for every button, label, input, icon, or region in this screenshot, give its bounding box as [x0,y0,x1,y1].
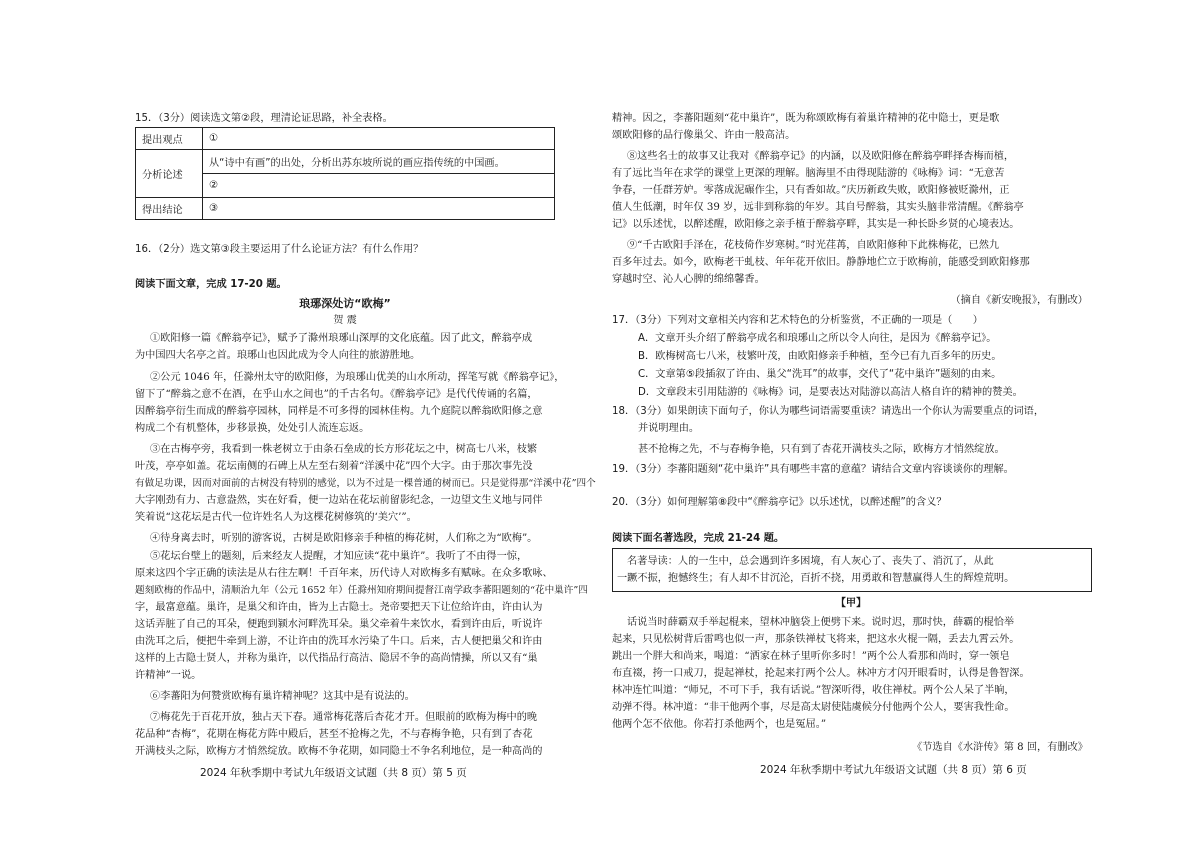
text-line: ④待身离去时，听别的游客说，古树是欧阳修亲手种植的梅花树，人们称之为“欧梅”。 [150,533,538,544]
story-line: 跳出一个胖大和尚来，喝道：“洒家在林子里听你多时！”两个公人看那和尚时，穿一领皂 [612,651,1010,662]
option-d[interactable]: D．文章段末引用陆游的《咏梅》词，是要表达对陆游以高洁人格自许的精神的赞美。 [638,387,1023,398]
answer-blank-3[interactable]: ③ [203,198,555,220]
text-line: 这样的上古隐士贤人，并称为巢许，以代指品行高洁、隐居不争的高尚情操，所以又有“巢 [135,653,538,664]
text-line: 值人生低潮，时年仅 39 岁，远非到称翁的年岁。其自号醉翁，其实头脑非常清醒。《醉翁亭 [612,202,1024,213]
table-cell-label: 得出结论 [136,198,203,220]
reading-guide-box [612,548,1092,592]
excerpt-source: 《节选自《水浒传》第 8 回，有删改》 [912,742,1088,753]
question-16: 16．（2分）选文第③段主要运用了什么论证方法？有什么作用？ [135,244,424,255]
q15-table [135,127,555,220]
text-line: 大字刚劲有力、古意盎然，实在好看，便一边站在花坛前留影纪念，一边望文生义地与同伴 [135,495,543,506]
guide-line: 一蹶不振，抱憾终生；有人却不甘沉沦，百折不挠，用勇敢和智慧赢得人生的辉煌荒明。 [617,573,1015,584]
story-line: 动弹不得。林冲道：“非干他两个事，尽是高太尉使陆虞候分付他两个公人，要害我性命。 [612,702,1015,713]
text-line: ②公元 1046 年，任滁州太守的欧阳修，为琅琊山优美的山水所动，挥笔写就《醉翁亭记》， [150,372,565,383]
page-footer: 2024 年秋季期中考试九年级语文试题（共 8 页）第 5 页 [200,767,467,779]
question-15: 15．（3分）阅读选文第②段，理清论证思路，补全表格。 [135,113,393,124]
text-line: 叶茂，亭亭如盖。花坛南侧的石碑上从左至右刻着“洋溪中花”四个大字。由于那次事先没 [135,461,533,472]
guide-line: 名著导读：人的一生中，总会遇到许多困境，有人灰心了、丧失了、消沉了，从此 [627,556,994,567]
right-page [600,0,1200,848]
text-line: 构成二个有机整体，步移景换，处处引人流连忘返。 [135,423,370,434]
text-line: ③在古梅亭旁，我看到一株老树立于由条石垒成的长方形花坛之中，树高七八米，枝繁 [150,444,538,455]
text-line: 有了远比当年在求学的课堂上更深的理解。脑海里不由得现陆游的《咏梅》词：“无意苦 [612,168,1005,179]
question-18: 18．（3分）如果朗读下面句子，你认为哪些词语需要重读？请选出一个你认为需要重点的词语， [612,406,1045,417]
quoted-sentence: 甚不抢梅之先，不与春梅争艳，只有到了杏花开满枝头之际，欧梅方才悄然绽放。 [638,444,1005,455]
article-source: （摘自《新安晚报》，有删改） [950,295,1088,306]
text-line: ⑥李蕃阳为何赞赏欧梅有巢许精神呢？这其中是有说法的。 [150,691,415,702]
story-line: 他两个怎不依他。你若打杀他两个，也是冤屈。” [612,719,827,730]
text-line: 开满枝头之际，欧梅方才悄然绽放。欧梅不争花期，如同隐士不争名利地位，是一种高尚的 [135,746,543,757]
text-line: ⑧这些名士的故事又让我对《醉翁亭记》的内涵，以及欧阳修在醉翁亭畔择杏梅而植， [627,151,1015,162]
page-footer: 2024 年秋季期中考试九年级语文试题（共 8 页）第 6 页 [760,764,1027,776]
excerpt-label: 【甲】 [835,598,867,609]
text-line: 为中国四大名亭之首。琅琊山也因此成为令人向往的旅游胜地。 [135,350,421,361]
text-line: 百多年过去。如今，欧梅老干虬枝、年年花开依旧。静静地伫立于欧梅前，能感受到欧阳修那 [612,257,1030,268]
question-20: 20．（3分）如何理解第⑧段中“《醉翁亭记》以乐述忧，以醉述醒”的含义？ [612,497,947,508]
section-heading: 阅读下面文章，完成 17-20 题。 [135,279,287,290]
table-cell-label: 提出观点 [136,128,203,150]
text-line: 因醉翁亭衍生而成的醉翁亭园林，同样是不可多得的园林佳构。九个庭院以醉翁欧阳修之意 [135,406,543,417]
text-line: 有做足功课，因而对面前的古树没有特别的感觉，以为不过是一棵普通的树而已。只是觉得那“洋溪中花”四个 [135,478,596,489]
text-line: ①欧阳修一篇《醉翁亭记》，赋予了滁州琅琊山深厚的文化底蕴。因了此文，醉翁亭成 [150,333,533,344]
question-19: 19．（3分）李蕃阳题刻“花中巢许”具有哪些丰富的意蕴？请结合文章内容谈谈你的理解。 [612,464,1014,475]
text-line: 颂欧阳修的品行像巢父、许由一般高洁。 [612,130,796,141]
table-cell-text: 从“诗中有画”的出处，分析出苏东坡所说的画应指传统的中国画。 [203,150,555,174]
story-line: 起来，只见松树背后雷鸣也似一声，那条铁禅杖飞将来，把这水火棍一隔，丢去九霄云外。 [612,634,1020,645]
text-line: ⑤花坛台壁上的题刻，后来经友人提醒，才知应读“花中巢许”。我听了不由得一惊， [150,551,528,562]
text-line: ⑦梅花先于百花开放，独占天下春。通常梅花落后杏花才开。但眼前的欧梅为梅中的晚 [150,712,538,723]
answer-blank-2[interactable]: ② [203,174,555,198]
text-line: 精神。因之，李蕃阳题刻“花中巢许”，既为称颂欧梅有着巢许精神的花中隐士，更是歌 [612,113,1000,124]
text-line: 留下了“醉翁之意不在酒，在乎山水之间也”的千古名句。《醉翁亭记》是代代传诵的名篇， [135,389,538,400]
article-title: 琅琊深处访“欧梅” [299,297,391,310]
question-17: 17．（3分）下列对文章相关内容和艺术特色的分析鉴赏，不正确的一项是（ ） [612,315,983,326]
text-line: 记》以乐述忧，以醉述醒，欧阳修之亲手植于醉翁亭畔，其实是一种长卧乡贤的心境表达。 [612,219,1020,230]
story-line: 林冲连忙叫道：“师兄，不可下手，我有话说。”智深听得，收住禅杖。两个公人呆了半晌， [612,685,1015,696]
text-line: 由洗耳之后，便把牛牵到上游，不让许由的洗耳水污染了牛口。后来，古人便把巢父和许由 [135,636,543,647]
option-c[interactable]: C．文章第⑤段插叙了许由、巢父“洗耳”的故事，交代了“花中巢许”题刻的由来。 [638,369,1002,380]
section-heading: 阅读下面名著选段，完成 21-24 题。 [612,533,785,544]
option-b[interactable]: B．欧梅树高七八米，枝繁叶茂，由欧阳修亲手种植，至今已有九百多年的历史。 [638,351,1002,362]
answer-blank-1[interactable]: ① [203,128,555,150]
text-line: 穿越时空、沁人心脾的绵绵馨香。 [612,274,765,285]
article-author: 贺 震 [333,315,357,326]
option-a[interactable]: A．文章开头介绍了醉翁亭成名和琅琊山之所以令人向往，是因为《醉翁亭记》。 [638,333,997,344]
text-line: 原来这四个字正确的读法是从右往左啊！千百年来，历代诗人对欧梅多有赋咏。在众多歌咏、 [135,568,553,579]
text-line: 许精神”一说。 [135,670,202,681]
table-cell-label: 分析论述 [136,150,203,198]
text-line: 字，最富意蕴。巢许，是巢父和许由，皆为上古隐士。尧帝要把天下让位给许由，许由认为 [135,602,543,613]
text-line: 笑着说“这花坛是古代一位许姓名人为这棵花树修筑的‘美穴’”。 [135,512,417,523]
text-line: 花品种“杏梅”，花期在梅花方阵中殿后，甚至不抢梅之先，不与春梅争艳，只有到了杏花 [135,729,533,740]
text-line: 争春，一任群芳妒。零落成泥碾作尘，只有香如故。”庆历新政失败，欧阳修被贬滁州，正 [612,185,1010,196]
text-line: 题刻欧梅的作品中，清顺治九年（公元 1652 年）任滁州知府期间提督江南学政李蕃阳题刻的“花中巢许”四 [135,585,588,596]
story-line: 话说当时薛霸双手举起棍来，望林冲脑袋上便劈下来。说时迟，那时快，薛霸的棍恰举 [627,617,1015,628]
story-line: 布直裰，挎一口戒刀，提起禅杖，抡起来打两个公人。林冲方才闪开眼看时，认得是鲁智深。 [612,668,1030,679]
question-18-cont: 并说明理由。 [638,423,700,434]
text-line: 这话弄脏了自己的耳朵，便跑到颍水河畔洗耳朵。巢父牵着牛来饮水，看到许由后，听说许 [135,619,543,630]
text-line: ⑨“千古欧阳手泽在，花枝倚作岁寒树。”时光荏苒，自欧阳修种下此株梅花，已然九 [627,240,1000,251]
